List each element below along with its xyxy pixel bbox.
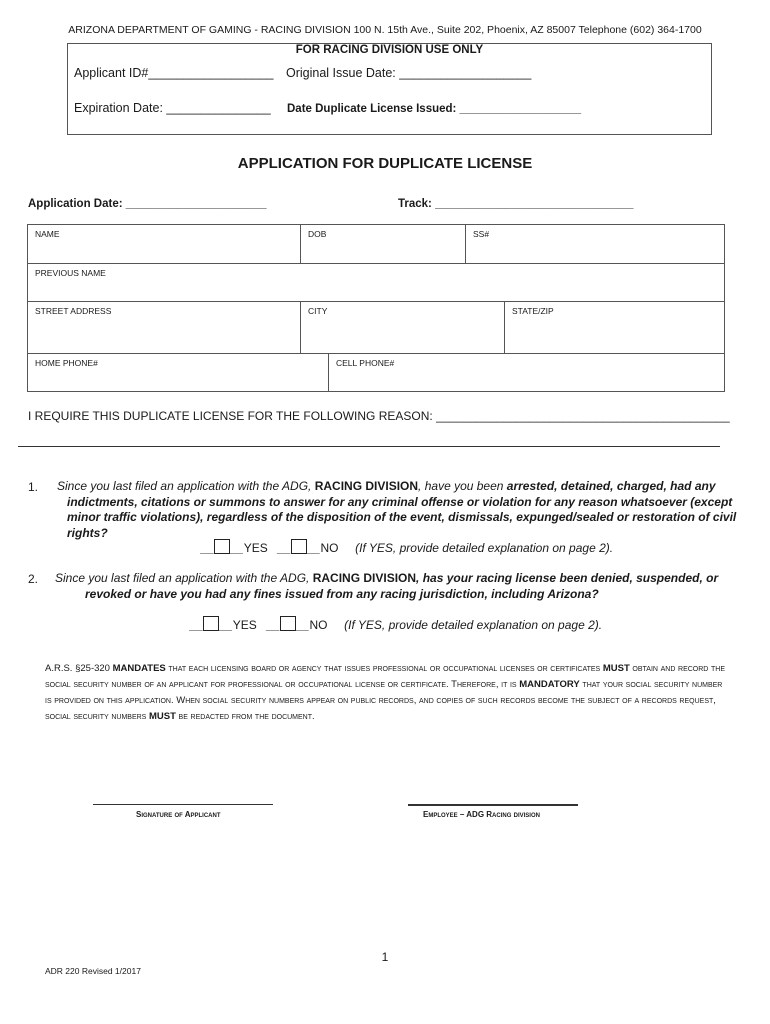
name-field[interactable]: NAME bbox=[35, 229, 60, 239]
applicant-id-field[interactable]: Applicant ID#__________________ bbox=[74, 66, 274, 80]
home-phone-field[interactable]: HOME PHONE# bbox=[35, 358, 98, 368]
page-number: 1 bbox=[381, 950, 389, 964]
office-use-box bbox=[67, 43, 712, 135]
track-field[interactable]: Track: _______________________________ bbox=[398, 198, 634, 210]
q1-note: (If YES, provide detailed explanation on page 2). bbox=[355, 541, 614, 555]
question-2-number: 2. bbox=[28, 572, 39, 586]
application-date-field[interactable]: Application Date: ______________________ bbox=[28, 198, 267, 210]
ssn-field[interactable]: SS# bbox=[473, 229, 490, 239]
employee-signature-line[interactable] bbox=[408, 804, 578, 806]
expiration-date-field[interactable]: Expiration Date: _______________ bbox=[74, 101, 271, 115]
previous-name-field[interactable]: PREVIOUS NAME bbox=[35, 268, 106, 278]
question-1-number: 1. bbox=[28, 480, 39, 494]
office-use-title: FOR RACING DIVISION USE ONLY bbox=[295, 44, 484, 56]
city-field[interactable]: CITY bbox=[308, 306, 328, 316]
original-issue-date-field[interactable]: Original Issue Date: ___________________ bbox=[286, 66, 532, 80]
form-title: APPLICATION FOR DUPLICATE LICENSE bbox=[237, 155, 533, 172]
dob-field[interactable]: DOB bbox=[308, 229, 327, 239]
agency-address-header: ARIZONA DEPARTMENT OF GAMING - RACING DIVISION 100 N. 15th Ave., Suite 202, Phoenix, AZ 85007 Telephone (602) 364-1700 bbox=[68, 24, 702, 36]
ars-mandate-notice: A.R.S. §25-320 MANDATES that each licensing board or agency that issues professional or occupational licenses or certificates MUST obtain and record the social security number of an applicant for professional or occupational license or certificate. Therefore, it is MANDATORY that your social security number is provided on this application. When social security numbers appear on public records, and copies of such records become the subject of a records request, social security numbers MUST be redacted from the document. bbox=[45, 663, 725, 722]
q1-no-checkbox[interactable] bbox=[291, 539, 307, 554]
applicant-signature-label: Signature of Applicant bbox=[136, 810, 221, 819]
reason-field[interactable]: I REQUIRE THIS DUPLICATE LICENSE FOR THE FOLLOWING REASON: ____________________________________________ bbox=[28, 409, 730, 423]
cell-phone-field[interactable]: CELL PHONE# bbox=[336, 358, 395, 368]
employee-signature-label: Employee – ADG Racing division bbox=[423, 810, 540, 819]
q1-yes-checkbox[interactable] bbox=[214, 539, 230, 554]
question-2-answers: __ __YES __ __NO (If YES, provide detailed explanation on page 2). bbox=[190, 618, 603, 632]
question-1-answers: __ __YES __ __NO (If YES, provide detailed explanation on page 2). bbox=[201, 541, 614, 555]
q2-no-checkbox[interactable] bbox=[280, 616, 296, 631]
question-1-text: Since you last filed an application with the ADG, RACING DIVISION, have you been arrested, detained, charged, had any indictments, citations or summons to answer for any criminal offense or violation for any reason whatsoever (except minor traffic violations), regardless of the disposition of the event, dismissals, expunged/sealed or restoration of civil rights? bbox=[57, 479, 737, 540]
form-id: ADR 220 Revised 1/2017 bbox=[45, 966, 141, 976]
reason-continuation-line[interactable] bbox=[18, 446, 720, 447]
question-2-text: Since you last filed an application with the ADG, RACING DIVISION, has your racing license been denied, suspended, or revoked or have you had any fines issued from any racing jurisdiction, including Arizona? bbox=[55, 571, 719, 601]
state-zip-field[interactable]: STATE/ZIP bbox=[512, 306, 554, 316]
applicant-info-grid bbox=[27, 224, 725, 392]
applicant-signature-line[interactable] bbox=[93, 804, 273, 805]
q2-note: (If YES, provide detailed explanation on page 2). bbox=[344, 618, 603, 632]
street-address-field[interactable]: STREET ADDRESS bbox=[35, 306, 112, 316]
q2-yes-checkbox[interactable] bbox=[203, 616, 219, 631]
date-duplicate-issued-field[interactable]: Date Duplicate License Issued: ___________________ bbox=[287, 103, 582, 115]
